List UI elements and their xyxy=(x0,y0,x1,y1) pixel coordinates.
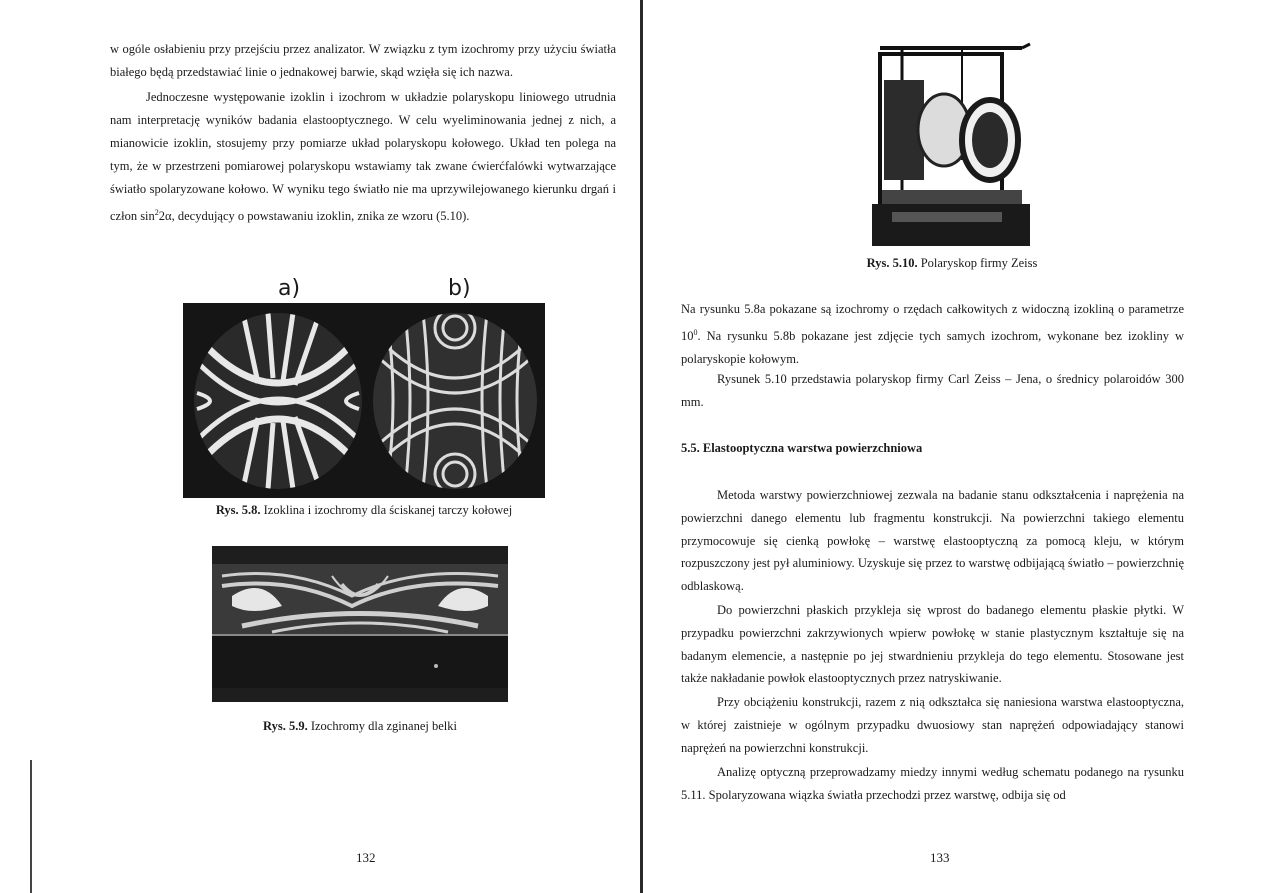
zeiss-polariscope-image xyxy=(872,40,1032,246)
right-paragraph-5: Przy obciążeniu konstrukcji, razem z nią odkształca się naniesiona warstwa elastooptyczna, w której zaistnieje w ogólnym przypadku dwuosiowy stan naprężeń odpowiadający stanowi naprężeń na powierzchni konstrukcji. xyxy=(681,695,1184,755)
page-number-left: 132 xyxy=(356,850,376,865)
left-paragraph-2 xyxy=(110,86,616,228)
left-paragraph-2-text: Jednoczesne występowanie izoklin i izochrom w układzie polaryskopu liniowego utrudnia nam interpretację wyników badania elastooptycznego. W celu wyeliminowania jednej z nich, a mianowicie izoklin, stosujemy przy pomiarze układ polaryskopu kołowego. Układ ten polega na tym, że w przestrzeni pomiarowej polaryskopu wstawiamy tak zwane ćwierćfalówki wytwarzające światło spolaryzowane kołowo. W wyniku tego światło nie ma uprzywilejowanego kierunku drgań i człon sin xyxy=(110,90,616,224)
photoelastic-disks-image xyxy=(183,303,545,498)
figure-5-9-caption xyxy=(212,719,508,734)
right-paragraph-1 xyxy=(681,298,1184,371)
figure-label-b: b) xyxy=(448,276,471,301)
figure-label-a: a) xyxy=(278,276,301,301)
left-paragraph-2-end: 2α, decydujący o powstawaniu izoklin, znika ze wzoru (5.10). xyxy=(158,209,470,224)
right-paragraph-3: Metoda warstwy powierzchniowej zezwala na badanie stanu odkształcenia i naprężenia na powierzchni danego elementu lub fragmentu konstrukcji. Na powierzchni takiego elementu przymocowuje się cienką powłokę – warstwę elastooptyczną za pomocą kleju, w którym rozpuszczony jest pył aluminiowy. Uzyskuje się przez to warstwę odbijającą światło – powierzchnię odblaskową. xyxy=(681,488,1184,594)
figure-5-8-photo xyxy=(183,303,545,498)
superscript: 0 xyxy=(693,328,698,337)
caption-number: Rys. 5.8. xyxy=(215,503,261,517)
section-heading: 5.5. Elastooptyczna warstwa powierzchniowa xyxy=(681,441,923,455)
figure-5-10-caption xyxy=(832,256,1072,271)
right-paragraph-2: Rysunek 5.10 przedstawia polaryskop firmy Carl Zeiss – Jena, o średnicy polaroidów 300 mm. xyxy=(681,372,1184,409)
right-paragraph-1-text: Na rysunku 5.8a pokazane są izochromy o rzędach całkowitych z widoczną izokliną o parametrze 10 xyxy=(681,302,1184,344)
page-number-right: 133 xyxy=(930,850,950,865)
caption-number: Rys. 5.10. xyxy=(866,256,918,270)
right-paragraph-1-end: . Na rysunku 5.8b pokazane jest zdjęcie tych samych izochrom, wykonane bez izokliny w polaryskopie kołowym. xyxy=(681,329,1184,367)
caption-number: Rys. 5.9. xyxy=(263,719,308,733)
figure-5-9-photo xyxy=(212,546,508,702)
figure-5-10-photo xyxy=(872,40,1032,246)
caption-text: Izoklina i izochromy dla ściskanej tarczy kołowej xyxy=(260,503,513,517)
caption-text: Polaryskop firmy Zeiss xyxy=(917,256,1038,270)
right-page xyxy=(645,0,1263,893)
right-paragraph-4: Do powierzchni płaskich przykleja się wprost do badanego elementu płaskie płytki. W przypadku powierzchni zakrzywionych wpierw powłokę w stanie plastycznym kształtuje się na badanym elemencie, a następnie po jej stwardnieniu przykleja do tego elementu. Stosowane jest także nakładanie powłok elastooptycznych przez natryskiwanie. xyxy=(681,603,1184,686)
book-spine xyxy=(640,0,643,893)
superscript: 2 xyxy=(154,208,159,217)
right-paragraph-6: Analizę optyczną przeprowadzamy miedzy innymi według schematu podanego na rysunku 5.11. Spolaryzowana wiązka światła przechodzi przez warstwę, odbija się od xyxy=(681,765,1184,802)
figure-5-8-caption xyxy=(183,503,545,518)
bent-beam-isochromatics-image xyxy=(212,546,508,702)
caption-text: Izochromy dla zginanej belki xyxy=(307,719,457,733)
left-paragraph-1: w ogóle osłabieniu przy przejściu przez analizator. W związku z tym izochromy przy użyciu światła białego będą przedstawiać linie o jednakowej barwie, skąd wzięła się ich nazwa. xyxy=(110,42,616,79)
